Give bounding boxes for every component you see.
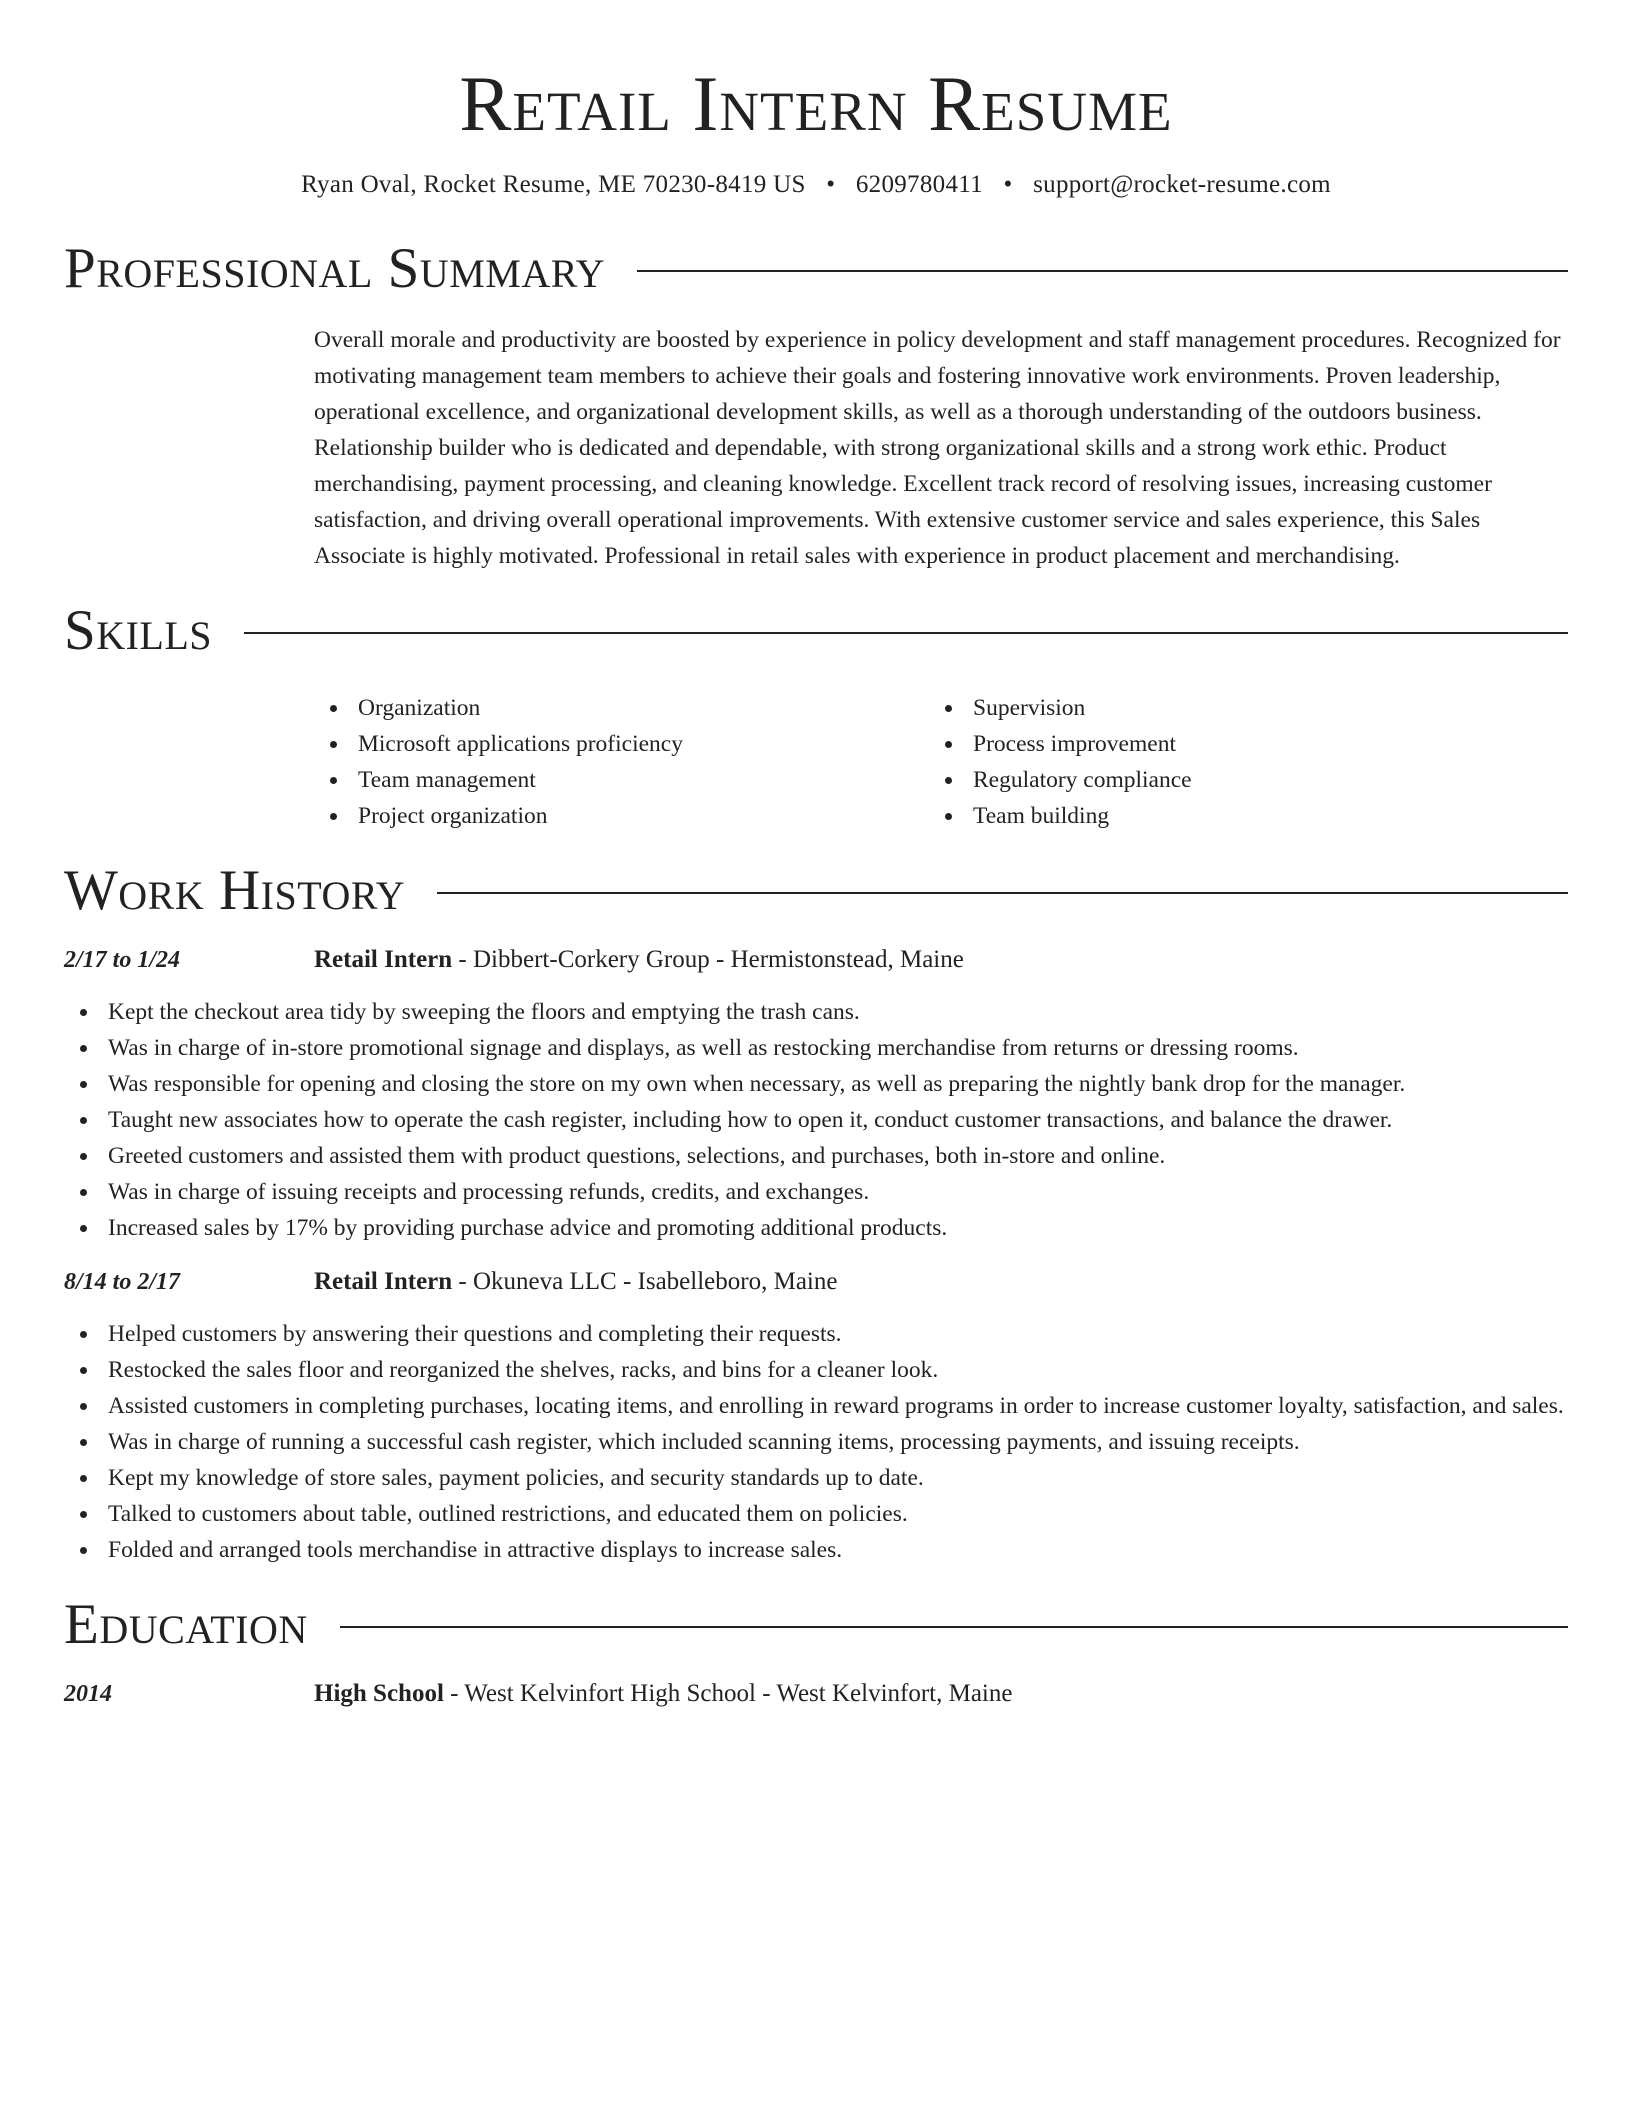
job-duty: Was in charge of issuing receipts and processing refunds, credits, and exchanges. [64,1174,1568,1210]
education-details: - West Kelvinfort High School - West Kelvinfort, Maine [443,1679,1013,1707]
job-duties [64,1316,1568,1568]
skill-item: Organization [314,690,929,726]
job-entry [64,1264,1568,1568]
job-header-row [64,942,1568,978]
education-year: 2014 [64,1680,112,1707]
job-header [314,942,964,978]
section-divider [244,632,1568,634]
skills-heading: Skills [64,598,213,662]
job-duty: Greeted customers and assisted them with product questions, selections, and purchases, both in-store and online. [64,1138,1568,1174]
job-duty: Was in charge of running a successful cash register, which included scanning items, processing payments, and issuing receipts. [64,1424,1568,1460]
section-divider [340,1626,1568,1628]
job-dates: 2/17 to 1/24 [64,946,181,973]
skill-item: Microsoft applications proficiency [314,726,929,762]
summary-heading: Professional Summary [64,237,606,300]
job-duty: Talked to customers about table, outlined restrictions, and educated them on policies. [64,1496,1568,1532]
job-duty: Increased sales by 17% by providing purchase advice and promoting additional products. [64,1210,1568,1246]
contact-separator: • [826,171,836,198]
resume-title: Retail Intern Resume [459,60,1173,147]
education-entry [64,1676,1568,1712]
skill-item: Process improvement [929,726,1544,762]
skill-item: Team management [314,762,929,798]
job-duty: Assisted customers in completing purchases, locating items, and enrolling in reward programs in order to increase customer loyalty, satisfaction, and sales. [64,1388,1568,1424]
job-header-row [64,1264,1568,1300]
job-duty: Kept the checkout area tidy by sweeping the floors and emptying the trash cans. [64,994,1568,1030]
job-dates: 8/14 to 2/17 [64,1268,181,1295]
job-duty: Was in charge of in-store promotional signage and displays, as well as restocking merchandise from returns or dressing rooms. [64,1030,1568,1066]
job-role: Retail Intern [314,945,453,973]
education-header [314,1676,1012,1712]
job-details: - Okuneva LLC - Isabelleboro, Maine [452,1267,838,1295]
skills-list [314,690,1568,834]
work-section-header [64,858,1568,924]
job-header [314,1264,837,1300]
contact-email: support@rocket-resume.com [1033,171,1331,198]
job-duty: Helped customers by answering their questions and completing their requests. [64,1316,1568,1352]
job-details: - Dibbert-Corkery Group - Hermistonstead, Maine [452,945,964,973]
job-duty: Kept my knowledge of store sales, payment policies, and security standards up to date. [64,1460,1568,1496]
job-entry [64,942,1568,1246]
job-duty: Taught new associates how to operate the cash register, including how to open it, conduct customer transactions, and balance the drawer. [64,1102,1568,1138]
skills-section-header [64,598,1568,664]
section-divider [437,892,1568,894]
contact-address: Ryan Oval, Rocket Resume, ME 70230-8419 US [301,171,806,198]
summary-section-header [64,236,1568,302]
job-duty: Restocked the sales floor and reorganized the shelves, racks, and bins for a cleaner look. [64,1352,1568,1388]
job-role: Retail Intern [314,1267,453,1295]
education-heading: Education [64,1592,308,1656]
job-duties [64,994,1568,1246]
skill-item: Supervision [929,690,1544,726]
contact-line [64,168,1568,202]
skills-column-right [929,690,1544,834]
education-section-header [64,1592,1568,1658]
work-heading: Work History [64,858,406,922]
section-divider [637,270,1568,272]
skill-item: Project organization [314,798,929,834]
skills-column-left [314,690,929,834]
education-degree: High School [314,1679,444,1707]
contact-separator: • [1003,171,1013,198]
skill-item: Team building [929,798,1544,834]
job-duty: Folded and arranged tools merchandise in attractive displays to increase sales. [64,1532,1568,1568]
summary-text: Overall morale and productivity are boosted by experience in policy development and staff management procedures. Recognized for motivating management team members to achieve their goals and fostering innovative work environments. Proven leadership, operational excellence, and organizational development skills, as well as a thorough understanding of the outdoors business. Relationship builder who is dedicated and dependable, with strong organizational skills and a strong work ethic. Product merchandising, payment processing, and cleaning knowledge. Excellent track record of resolving issues, increasing customer satisfaction, and driving overall operational improvements. With extensive customer service and sales experience, this Sales Associate is highly motivated. Professional in retail sales with experience in product placement and merchandising. [314,327,1561,569]
job-duty: Was responsible for opening and closing the store on my own when necessary, as well as preparing the nightly bank drop for the manager. [64,1066,1568,1102]
skill-item: Regulatory compliance [929,762,1544,798]
contact-phone: 6209780411 [855,171,983,198]
